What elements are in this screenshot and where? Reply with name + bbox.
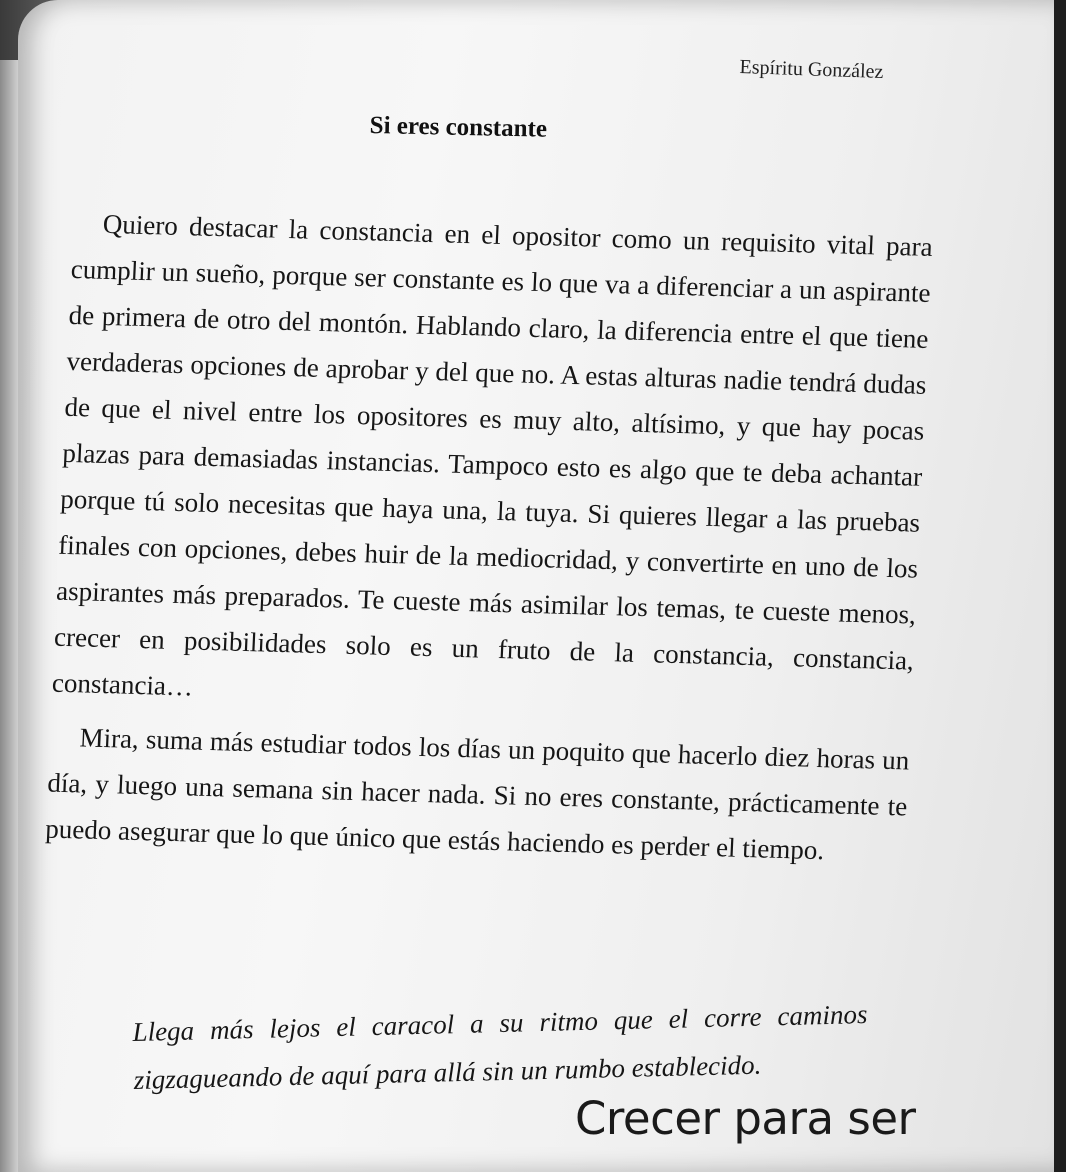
italic-quote: Llega más lejos el caracol a su ritmo que el corre caminos zigzagueando de aquí para allá sin un rumbo establecido.	[132, 999, 868, 1095]
section-title: Si eres constante	[369, 112, 548, 143]
watermark-text: Crecer para ser	[575, 1092, 916, 1145]
paragraph-1: Quiero destacar la constancia en el opositor como un requisito vital para cumplir un sueño, porque ser constante es lo que va a diferenciar a un aspirante de primera de otro del montón. Hablando claro, la diferencia entre el que tiene verdaderas opciones de aprobar y del que no. A estas alturas nadie tendrá dudas de que el nivel entre los opositores es muy alto, altísimo, y que hay pocas plazas para demasiadas instancias. Tampoco esto es algo que te deba achantar porque tú solo necesitas que haya una, la tuya. Si quieres llegar a las pruebas finales con opciones, debes huir de la mediocridad, y convertirte en uno de los aspirantes más preparados. Te cueste más asimilar los temas, te cueste menos, crecer en posibilidades solo es un fruto de la constancia, constancia, constancia…	[51, 208, 934, 702]
paragraph-2: Mira, suma más estudiar todos los días un poquito que hacerlo diez horas un día, y luego una semana sin hacer nada. Si no eres constante, prácticamente te puedo asegurar que lo que único que estás haciendo es perder el tiempo.	[44, 722, 910, 866]
running-header-author: Espíritu González	[739, 56, 884, 84]
right-shadow-edge	[1054, 0, 1066, 1172]
body-text	[44, 200, 934, 883]
